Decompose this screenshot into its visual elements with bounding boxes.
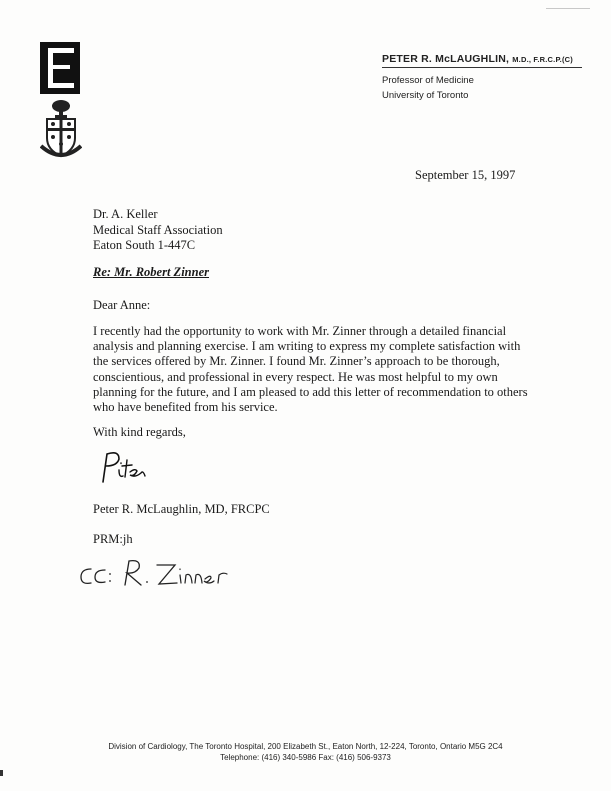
hospital-logo-icon — [40, 42, 80, 94]
recipient-organization: Medical Staff Association — [93, 222, 223, 237]
letterhead-titles — [382, 73, 474, 103]
recipient-location: Eaton South 1-447C — [93, 238, 196, 252]
recipient-address — [93, 207, 223, 254]
letterhead-institution: University of Toronto — [382, 90, 469, 101]
closing: With kind regards, — [93, 425, 186, 439]
letterhead-position: Professor of Medicine — [382, 75, 474, 86]
handwritten-signature-icon — [97, 450, 147, 484]
letterhead-credentials: M.D., F.R.C.P.(C) — [512, 55, 573, 64]
scan-mark — [546, 8, 590, 9]
recipient-name: Dr. A. Keller — [93, 207, 158, 221]
typist-initials: PRM:jh — [93, 532, 133, 546]
footer-address: Division of Cardiology, The Toronto Hospital, 200 Elizabeth St., Eaton North, 12-224, Toronto, Ontario M5G 2C4 — [108, 742, 503, 751]
footer-phone: Telephone: (416) 340-5986 Fax: (416) 506-9373 — [220, 752, 391, 762]
letterhead-divider — [382, 67, 582, 68]
letter-body: I recently had the opportunity to work with Mr. Zinner through a detailed financial analysis and planning exercise. I am writing to express my complete satisfaction with the services offered by Mr. Zinner. I found Mr. Zinner’s approach to be thorough, conscientious, and professional in every respect. He was most helpful to my own planning for the future, and I am pleased to add this letter of recommendation to others who have benefited from his service. — [93, 324, 528, 415]
university-crest-icon — [40, 98, 82, 162]
subject-line: Re: Mr. Robert Zinner — [93, 265, 209, 279]
signer-name: Peter R. McLaughlin, MD, FRCPC — [93, 502, 270, 516]
salutation: Dear Anne: — [93, 298, 151, 312]
letter-date: September 15, 1997 — [415, 168, 516, 182]
letterhead-name: PETER R. McLAUGHLIN, M.D., F.R.C.P.(C) — [382, 53, 573, 65]
handwritten-cc-note-icon — [77, 557, 237, 589]
letterhead-footer — [0, 742, 611, 763]
scan-edge-mark — [0, 770, 3, 776]
